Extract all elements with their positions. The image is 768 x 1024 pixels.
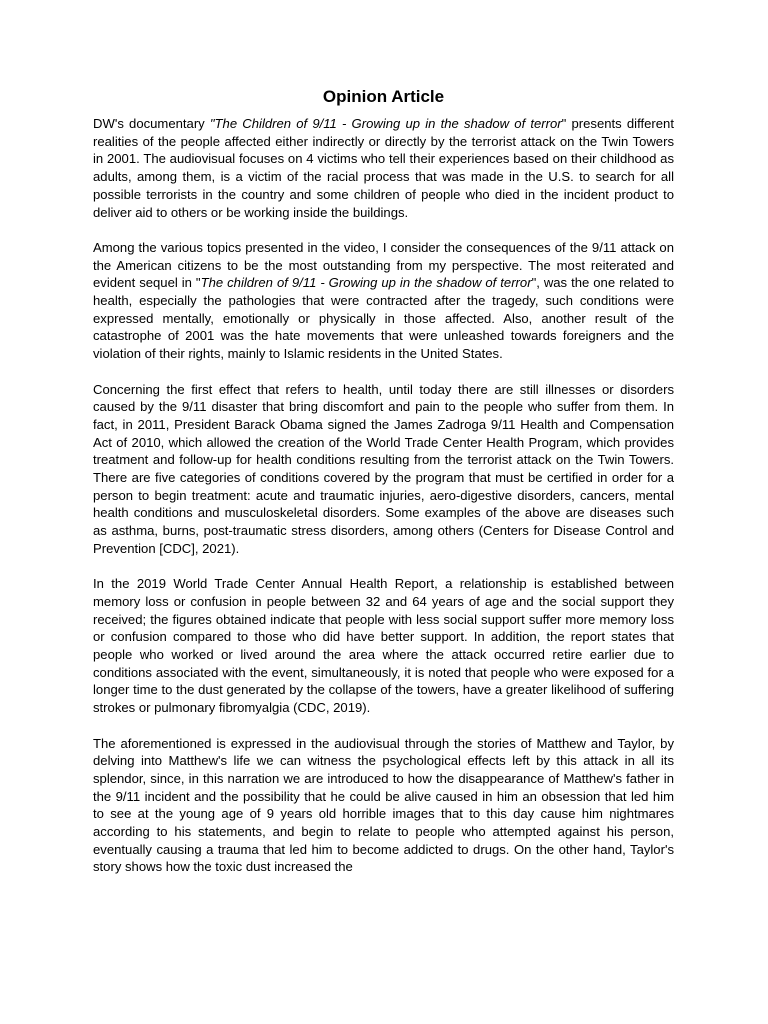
documentary-title: "The Children of 9/11 - Growing up in the shadow of terror [209, 116, 562, 131]
paragraph-2-intro: Among the various topics presented in the video, I consider the consequences of the 9/11 attack on the American citizens to be the most outstanding from my perspective. The most reiterated and evident sequel in " [93, 239, 674, 291]
paragraph-2 [93, 239, 674, 363]
page-title: Opinion Article [322, 87, 445, 106]
paragraph-1-body: " presents different realities of the people affected either indirectly or directly by the terrorist attack on the Twin Towers in 2001. The audiovisual focuses on 4 victims who tell their experiences based on their childhood as adults, among them, is a victim of the racial process that was made in the U.S. to search for all possible terrorists in the country and some children of people who died in the incident product to deliver aid to others or be working inside the buildings. [93, 116, 674, 220]
paragraph-4: In the 2019 World Trade Center Annual Health Report, a relationship is established between memory loss or confusion in people between 32 and 64 years of age and the social support they received; the figures obtained indicate that people with less social support suffer more memory loss or confusion compared to those who did have better support. In addition, the report states that people who worked or lived around the area where the attack occurred retire earlier due to conditions associated with the event, simultaneously, it is noted that people who were exposed for a longer time to the dust generated by the collapse of the towers, have a greater likelihood of suffering strokes or pulmonary fibromyalgia (CDC, 2019). [93, 576, 674, 716]
paragraph-1 [93, 115, 674, 221]
paragraph-3: Concerning the first effect that refers to health, until today there are still illnesses or disorders caused by the 9/11 disaster that bring discomfort and pain to the people who suffer from them. In fact, in 2011, President Barack Obama signed the James Zadroga 9/11 Health and Compensation Act of 2010, which allowed the creation of the World Trade Center Health Program, which provides treatment and follow-up for health conditions resulting from the terrorist attack on the Twin Towers. There are five categories of conditions covered by the program that must be certified in order for a person to begin treatment: acute and traumatic injuries, aero-digestive disorders, cancers, mental health conditions and musculoskeletal disorders. Some examples of the above are diseases such as asthma, burns, post-traumatic stress disorders, among others (Centers for Disease Control and Prevention [CDC], 2021). [93, 381, 674, 556]
paragraph-5: The aforementioned is expressed in the audiovisual through the stories of Matthew and Taylor, by delving into Matthew's life we can witness the psychological effects left by this attack in all its splendor, since, in this narration we are introduced to how the disappearance of Matthew's father in the 9/11 incident and the possibility that he could be alive caused in him an obsession that led him to see at the young age of 9 years old horrible images that to this day cause him nightmares according to his statements, and begin to relate to people who attempted against his person, eventually causing a trauma that led him to become addicted to drugs. On the other hand, Taylor's story shows how the toxic dust increased the [93, 735, 674, 875]
document-page [93, 86, 674, 894]
paragraph-1-intro: DW's documentary [93, 116, 210, 131]
paragraph-2-body: ", was the one related to health, especially the pathologies that were contracted after the tragedy, such conditions were expressed mentally, emotionally or physically in those affected. Also, another result of the catastrophe of 2001 was the hate movements that were unleashed towards foreigners and the violation of their rights, mainly to Islamic residents in the United States. [93, 275, 675, 362]
documentary-title-2: The children of 9/11 - Growing up in the shadow of terror [200, 275, 532, 291]
